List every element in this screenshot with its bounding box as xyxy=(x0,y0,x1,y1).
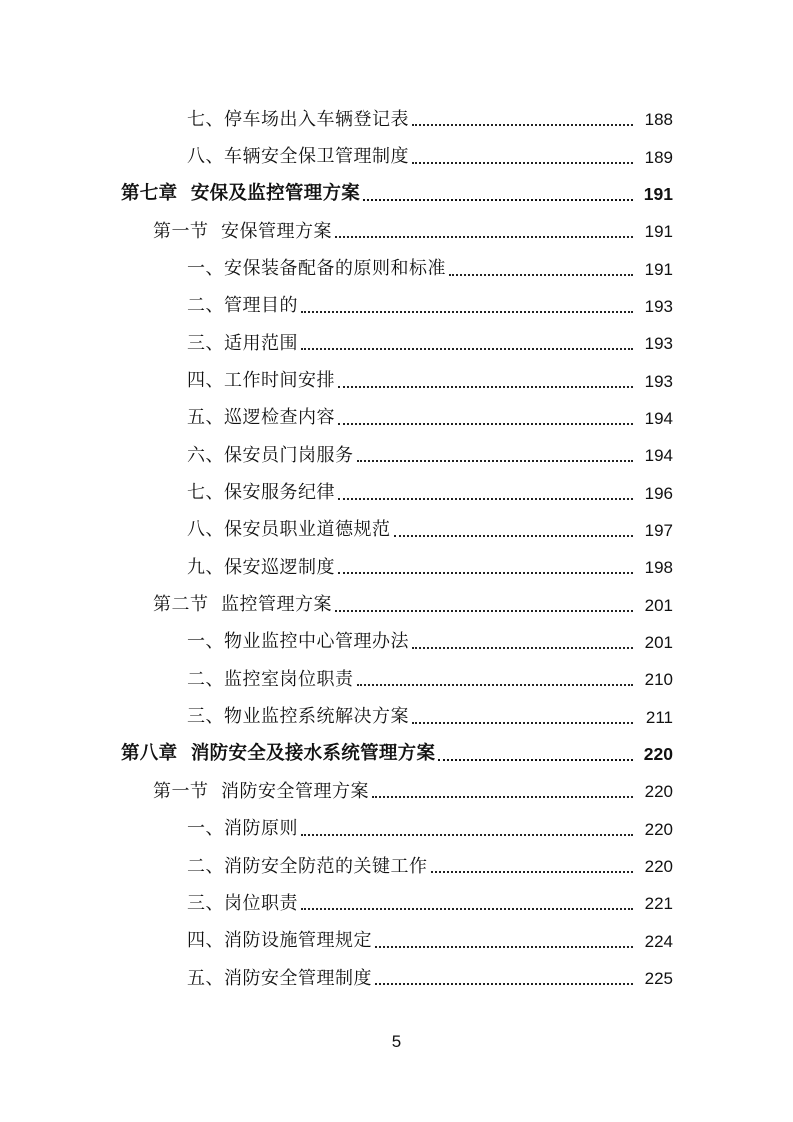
toc-entry-title: 第八章 消防安全及接水系统管理方案 xyxy=(121,743,436,765)
dot-leader xyxy=(431,870,634,873)
toc-entry-title: 三、岗位职责 xyxy=(187,892,298,914)
toc-entry-title: 四、消防设施管理规定 xyxy=(187,930,372,952)
dot-leader xyxy=(412,721,633,724)
toc-entry-title: 五、消防安全管理制度 xyxy=(187,967,372,989)
dot-leader xyxy=(338,385,633,388)
toc-entry-title: 五、巡逻检查内容 xyxy=(187,407,335,429)
dot-leader xyxy=(338,571,633,574)
dot-leader xyxy=(301,907,633,910)
toc-entry-page: 197 xyxy=(644,520,673,540)
toc-entry-item[interactable] xyxy=(0,437,793,474)
toc-entry-item[interactable] xyxy=(0,923,793,960)
toc-entry-page: 220 xyxy=(644,819,673,839)
toc-entry-page: 201 xyxy=(644,632,673,652)
dot-leader xyxy=(375,945,633,948)
toc-entry-section[interactable] xyxy=(0,586,793,623)
toc-entry-title: 二、监控室岗位职责 xyxy=(187,668,354,690)
toc-entry-item[interactable] xyxy=(0,512,793,549)
toc-entry-item[interactable] xyxy=(0,474,793,511)
toc-entry-page: 196 xyxy=(644,483,673,503)
toc-entry-page: 225 xyxy=(644,969,673,989)
toc-entry-chapter[interactable] xyxy=(0,736,793,773)
toc-entry-item[interactable] xyxy=(0,624,793,661)
toc-entry-item[interactable] xyxy=(0,960,793,997)
toc-entry-item[interactable] xyxy=(0,549,793,586)
dot-leader xyxy=(372,795,633,798)
dot-leader xyxy=(412,646,633,649)
toc-entry-title: 九、保安巡逻制度 xyxy=(187,556,335,578)
dot-leader xyxy=(363,198,633,201)
dot-leader xyxy=(301,310,633,313)
toc-entry-page: 194 xyxy=(644,446,673,466)
dot-leader xyxy=(412,161,633,164)
dot-leader xyxy=(338,422,633,425)
toc-entry-page: 191 xyxy=(643,183,673,204)
toc-entry-title: 一、安保装备配备的原则和标准 xyxy=(187,258,446,280)
toc-entry-item[interactable] xyxy=(0,811,793,848)
toc-entry-page: 201 xyxy=(644,595,673,615)
toc-entry-title: 第七章 安保及监控管理方案 xyxy=(121,183,361,205)
toc-entry-item[interactable] xyxy=(0,362,793,399)
page-number: 5 xyxy=(391,1032,402,1051)
toc-entry-item[interactable] xyxy=(0,400,793,437)
toc-entry-chapter[interactable] xyxy=(0,176,793,213)
toc-entry-page: 210 xyxy=(644,670,673,690)
toc-entry-item[interactable] xyxy=(0,885,793,922)
dot-leader xyxy=(301,833,633,836)
dot-leader xyxy=(449,273,633,276)
dot-leader xyxy=(335,609,633,612)
toc-entry-item[interactable] xyxy=(0,661,793,698)
toc-entry-page: 220 xyxy=(643,743,673,764)
dot-leader xyxy=(412,123,633,126)
table-of-contents xyxy=(0,101,793,997)
toc-entry-title: 一、消防原则 xyxy=(187,818,298,840)
toc-entry-page: 198 xyxy=(644,558,673,578)
toc-entry-page: 220 xyxy=(644,857,673,877)
toc-entry-item[interactable] xyxy=(0,288,793,325)
toc-entry-title: 八、车辆安全保卫管理制度 xyxy=(187,146,409,168)
dot-leader xyxy=(375,982,633,985)
toc-entry-section[interactable] xyxy=(0,213,793,250)
dot-leader xyxy=(357,459,634,462)
toc-entry-page: 193 xyxy=(644,334,673,354)
toc-entry-item[interactable] xyxy=(0,325,793,362)
toc-entry-page: 220 xyxy=(644,782,673,802)
toc-entry-item[interactable] xyxy=(0,848,793,885)
toc-entry-title: 三、适用范围 xyxy=(187,332,298,354)
toc-entry-item[interactable] xyxy=(0,138,793,175)
toc-entry-title: 六、保安员门岗服务 xyxy=(187,444,354,466)
toc-entry-page: 193 xyxy=(644,371,673,391)
toc-entry-page: 194 xyxy=(644,408,673,428)
toc-entry-page: 188 xyxy=(644,110,673,130)
toc-entry-page: 221 xyxy=(644,894,673,914)
dot-leader xyxy=(335,235,633,238)
toc-entry-item[interactable] xyxy=(0,699,793,736)
toc-entry-title: 二、管理目的 xyxy=(187,295,298,317)
dot-leader xyxy=(357,683,634,686)
toc-entry-section[interactable] xyxy=(0,773,793,810)
toc-entry-page: 191 xyxy=(644,222,673,242)
dot-leader xyxy=(301,347,633,350)
toc-entry-item[interactable] xyxy=(0,250,793,287)
toc-entry-item[interactable] xyxy=(0,101,793,138)
toc-entry-title: 七、保安服务纪律 xyxy=(187,482,335,504)
toc-entry-page: 189 xyxy=(644,147,673,167)
toc-entry-title: 四、工作时间安排 xyxy=(187,370,335,392)
toc-entry-title: 第一节 安保管理方案 xyxy=(153,220,332,242)
toc-entry-title: 八、保安员职业道德规范 xyxy=(187,519,391,541)
toc-entry-title: 三、物业监控系统解决方案 xyxy=(187,706,409,728)
toc-entry-page: 191 xyxy=(644,259,673,279)
toc-entry-page: 224 xyxy=(644,931,673,951)
dot-leader xyxy=(338,497,633,500)
toc-entry-page: 211 xyxy=(645,707,673,727)
toc-entry-page: 193 xyxy=(644,296,673,316)
toc-entry-title: 第二节 监控管理方案 xyxy=(153,594,332,616)
toc-entry-title: 一、物业监控中心管理办法 xyxy=(187,631,409,653)
toc-entry-title: 七、停车场出入车辆登记表 xyxy=(187,108,409,130)
toc-entry-title: 第一节 消防安全管理方案 xyxy=(153,780,369,802)
toc-entry-title: 二、消防安全防范的关键工作 xyxy=(187,855,428,877)
dot-leader xyxy=(438,758,633,761)
dot-leader xyxy=(394,534,634,537)
